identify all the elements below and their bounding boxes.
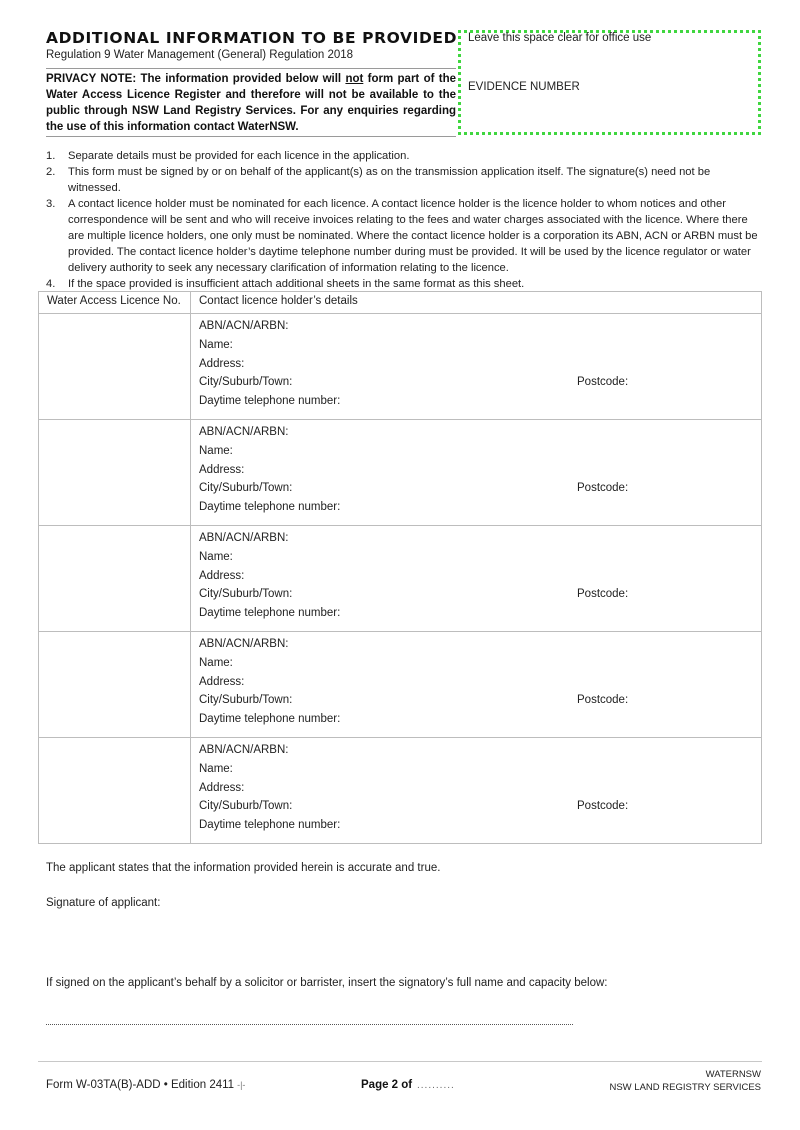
solicitor-statement: If signed on the applicant’s behalf by a solicitor or barrister, insert the signatory’s full name and capacity below: — [46, 977, 608, 989]
licence-number-cell[interactable] — [39, 526, 191, 632]
contact-details-cell[interactable] — [191, 526, 762, 632]
name-label: Name: — [199, 656, 233, 669]
abn-field[interactable] — [199, 317, 761, 336]
instruction-item — [46, 196, 762, 276]
address-label: Address: — [199, 357, 245, 370]
city-field[interactable] — [199, 585, 761, 604]
regulation-subtitle: Regulation 9 Water Management (General) Regulation 2018 — [46, 49, 354, 61]
address-label: Address: — [199, 569, 245, 582]
evidence-number-label: EVIDENCE NUMBER — [468, 81, 580, 93]
abn-label: ABN/ACN/ARBN: — [199, 426, 289, 438]
phone-label: Daytime telephone number: — [199, 395, 341, 408]
address-label: Address: — [199, 675, 245, 688]
instruction-text: Separate details must be provided for each licence in the application. — [68, 150, 410, 162]
licence-number-cell[interactable] — [39, 314, 191, 420]
org-line-lrs: NSW LAND REGISTRY SERVICES — [609, 1082, 761, 1093]
office-use-label: Leave this space clear for office use — [468, 32, 652, 44]
instruction-item — [46, 164, 762, 196]
table-row — [39, 526, 762, 632]
city-label: City/Suburb/Town: — [199, 588, 293, 601]
phone-field[interactable] — [199, 710, 761, 729]
postcode-label: Postcode: — [577, 800, 629, 813]
privacy-divider — [46, 136, 456, 137]
org-line-waternsw: WATERNSW — [705, 1069, 761, 1080]
city-field[interactable] — [199, 479, 761, 498]
instruction-item — [46, 148, 762, 164]
city-label: City/Suburb/Town: — [199, 800, 293, 813]
phone-label: Daytime telephone number: — [199, 607, 341, 620]
postcode-label: Postcode: — [577, 482, 629, 495]
page-title: ADDITIONAL INFORMATION TO BE PROVIDED — [46, 29, 458, 47]
instruction-text: If the space provided is insufficient attach additional sheets in the same format as this sheet. — [68, 278, 525, 290]
phone-label: Daytime telephone number: — [199, 819, 341, 832]
licence-details-table — [38, 291, 762, 844]
signature-label: Signature of applicant: — [46, 897, 161, 909]
address-label: Address: — [199, 781, 245, 794]
accuracy-statement: The applicant states that the information provided herein is accurate and true. — [46, 862, 441, 874]
address-field[interactable] — [199, 673, 761, 692]
registration-mark-icon: -|- — [237, 1080, 246, 1090]
name-field[interactable] — [199, 442, 761, 461]
phone-label: Daytime telephone number: — [199, 501, 341, 514]
name-field[interactable] — [199, 548, 761, 567]
licence-number-cell[interactable] — [39, 420, 191, 526]
instruction-text: This form must be signed by or on behalf of the applicant(s) as on the transmission application itself. The signature(s) need not be witnessed. — [68, 166, 711, 194]
name-label: Name: — [199, 762, 233, 775]
contact-details-cell[interactable] — [191, 420, 762, 526]
phone-label: Daytime telephone number: — [199, 713, 341, 726]
phone-field[interactable] — [199, 816, 761, 835]
page-total-blank[interactable]: .......... — [417, 1080, 455, 1091]
name-field[interactable] — [199, 654, 761, 673]
city-field[interactable] — [199, 797, 761, 816]
name-field[interactable] — [199, 760, 761, 779]
address-label: Address: — [199, 463, 245, 476]
city-label: City/Suburb/Town: — [199, 694, 293, 707]
city-label: City/Suburb/Town: — [199, 482, 293, 495]
instruction-number: 2. — [46, 166, 56, 178]
postcode-label: Postcode: — [577, 588, 629, 601]
table-header-row — [39, 292, 762, 314]
phone-field[interactable] — [199, 392, 761, 411]
table-row — [39, 632, 762, 738]
city-field[interactable] — [199, 373, 761, 392]
abn-label: ABN/ACN/ARBN: — [199, 638, 289, 650]
instruction-item — [46, 276, 762, 292]
name-label: Name: — [199, 338, 233, 351]
footer-divider — [38, 1061, 762, 1062]
city-label: City/Suburb/Town: — [199, 376, 293, 389]
abn-field[interactable] — [199, 423, 761, 442]
name-field[interactable] — [199, 336, 761, 355]
abn-label: ABN/ACN/ARBN: — [199, 532, 289, 544]
privacy-note-text-a: PRIVACY NOTE: The information provided below will — [46, 73, 346, 85]
address-field[interactable] — [199, 567, 761, 586]
address-field[interactable] — [199, 461, 761, 480]
abn-field[interactable] — [199, 635, 761, 654]
page-number-label: Page 2 of — [361, 1079, 413, 1091]
postcode-label: Postcode: — [577, 376, 629, 389]
contact-details-cell[interactable] — [191, 738, 762, 844]
privacy-note — [46, 71, 456, 135]
organisation-block — [609, 1068, 761, 1094]
instruction-number: 1. — [46, 150, 56, 162]
privacy-note-not: not — [345, 73, 364, 85]
form-id-text: Form W-03TA(B)-ADD • Edition 2411 — [46, 1079, 235, 1091]
signatory-name-line[interactable] — [46, 1024, 573, 1025]
licence-number-header: Water Access Licence No. — [39, 292, 191, 314]
instruction-text: A contact licence holder must be nominated for each licence. A contact licence holder is the licence holder to whom notices and other correspondence will be sent and who will receive invoices relating to the fees and water charges associated with the licence. Where there are multiple licence holders, one only must be nominated. Where the contact licence holder is a corporation its ABN, ACN or ARBN must be provided. The contact licence holder’s daytime telephone number during must be provided. It will be used by the licence regulator or water delivery authority to seek any necessary clarification of information relating to the licence. — [68, 198, 758, 274]
table-row — [39, 420, 762, 526]
instruction-number: 3. — [46, 198, 56, 210]
postcode-label: Postcode: — [577, 694, 629, 707]
abn-label: ABN/ACN/ARBN: — [199, 320, 289, 332]
instruction-number: 4. — [46, 278, 56, 290]
licence-number-cell[interactable] — [39, 738, 191, 844]
form-identifier — [46, 1079, 245, 1091]
abn-field[interactable] — [199, 529, 761, 548]
abn-field[interactable] — [199, 741, 761, 760]
address-field[interactable] — [199, 355, 761, 374]
instructions-list — [46, 148, 762, 292]
table-row — [39, 314, 762, 420]
phone-field[interactable] — [199, 604, 761, 623]
privacy-note-text-b: form part of the Water Access Licence Register and therefore will not be available to the public through NSW Land Registry Services. For any enquiries regarding the use of this information contact WaterNSW. — [46, 73, 456, 133]
contact-details-cell[interactable] — [191, 632, 762, 738]
table-row — [39, 738, 762, 844]
phone-field[interactable] — [199, 498, 761, 517]
name-label: Name: — [199, 444, 233, 457]
contact-details-header: Contact licence holder’s details — [191, 292, 762, 314]
header-divider — [46, 68, 456, 69]
city-field[interactable] — [199, 691, 761, 710]
address-field[interactable] — [199, 779, 761, 798]
contact-details-cell[interactable] — [191, 314, 762, 420]
licence-number-cell[interactable] — [39, 632, 191, 738]
name-label: Name: — [199, 550, 233, 563]
abn-label: ABN/ACN/ARBN: — [199, 744, 289, 756]
